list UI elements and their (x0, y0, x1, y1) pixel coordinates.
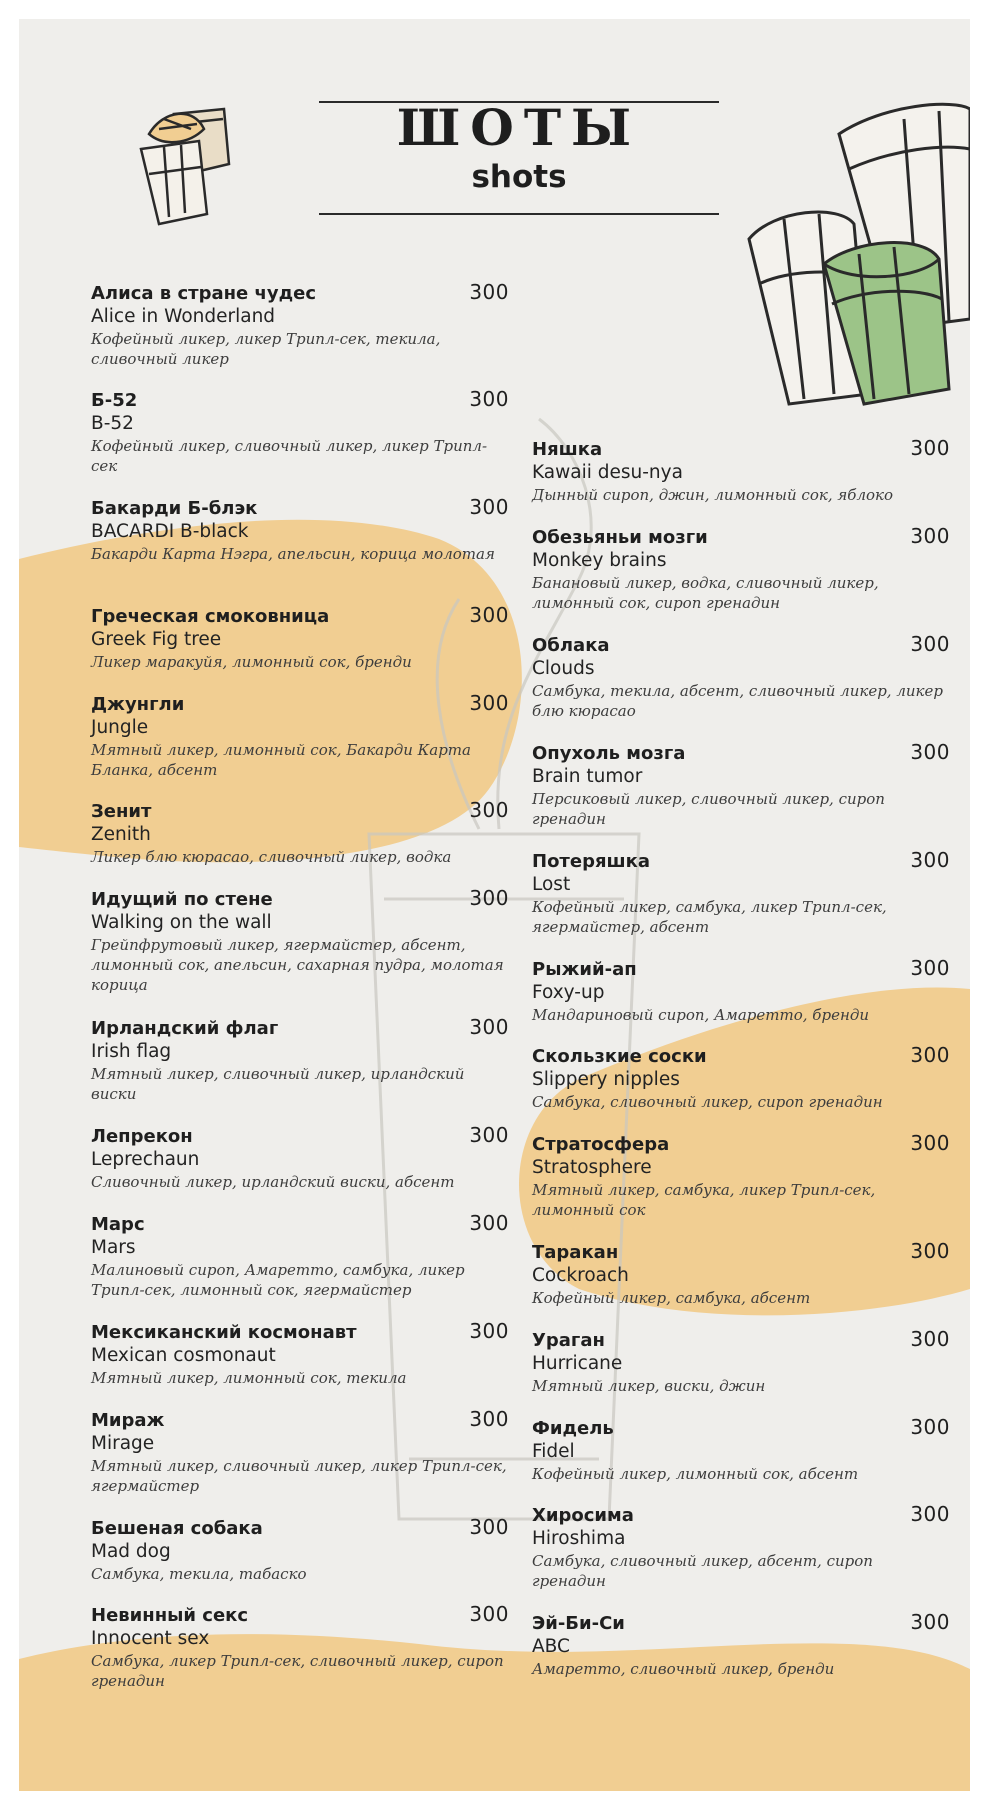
item-name-en: BACARDI B-black (91, 521, 249, 542)
item-description: Мятный ликер, лимонный сок, Бакарди Карта Бланка, абсент (91, 741, 471, 779)
item-name-en: Monkey brains (532, 550, 667, 571)
menu-item (91, 388, 509, 476)
item-description: Мандариновый сироп, Амаретто, бренди (532, 1006, 869, 1024)
item-description: Кофейный ликер, ликер Трипл-сек, текила, сливочный ликер (91, 330, 441, 368)
item-price: 300 (910, 632, 950, 656)
item-price: 300 (469, 886, 509, 910)
item-description: Ликер блю кюрасао, сливочный ликер, водка (91, 848, 452, 866)
item-name-ru: Стратосфера (532, 1134, 670, 1155)
menu-item (91, 1408, 509, 1496)
item-description: Сливочный ликер, ирландский виски, абсент (91, 1173, 455, 1191)
item-name-ru: Зенит (91, 801, 152, 822)
item-name-ru: Обезьяньи мозги (532, 527, 708, 548)
item-description: Ликер маракуйя, лимонный сок, бренди (91, 653, 412, 671)
item-price: 300 (469, 798, 509, 822)
menu-item (532, 1328, 950, 1396)
item-name-ru: Рыжий-ап (532, 959, 637, 980)
item-description: Кофейный ликер, самбука, ликер Трипл-сек, ягермайстер, абсент (532, 898, 887, 936)
item-name-ru: Джунгли (91, 694, 185, 715)
item-description: Самбука, текила, абсент, сливочный ликер, ликер блю кюрасао (532, 682, 943, 720)
item-name-en: B-52 (91, 413, 134, 434)
item-description: Мятный ликер, лимонный сок, текила (91, 1369, 407, 1387)
item-description: Самбука, сливочный ликер, сироп гренадин (532, 1093, 883, 1111)
item-price: 300 (910, 956, 950, 980)
item-description: Мятный ликер, виски, джин (532, 1377, 766, 1395)
item-price: 300 (469, 1211, 509, 1235)
item-description: Мятный ликер, самбука, ликер Трипл-сек, лимонный сок (532, 1181, 876, 1219)
item-name-en: Alice in Wonderland (91, 306, 276, 327)
shot-glasses-illustration-left (119, 89, 249, 239)
item-name-en: Stratosphere (532, 1157, 652, 1178)
menu-item (91, 1016, 509, 1104)
item-price: 300 (469, 1407, 509, 1431)
item-name-en: Walking on the wall (91, 912, 272, 933)
item-name-en: Greek Fig tree (91, 629, 222, 650)
item-description: Самбука, сливочный ликер, абсент, сироп гренадин (532, 1552, 873, 1590)
item-name-en: Brain tumor (532, 766, 643, 787)
menu-item (91, 1124, 509, 1192)
menu-item (532, 849, 950, 937)
item-name-ru: Няшка (532, 439, 603, 460)
item-price: 300 (469, 1602, 509, 1626)
item-price: 300 (469, 280, 509, 304)
shot-glasses-illustration-right (744, 89, 970, 409)
menu-item (91, 692, 509, 780)
item-price: 300 (910, 1502, 950, 1526)
item-price: 300 (910, 1239, 950, 1263)
item-description: Амаретто, сливочный ликер, бренди (532, 1660, 835, 1678)
item-price: 300 (910, 1043, 950, 1067)
menu-item (532, 1503, 950, 1591)
item-price: 300 (910, 1327, 950, 1351)
header-rule-bottom (319, 213, 719, 215)
item-description: Дынный сироп, джин, лимонный сок, яблоко (532, 486, 894, 504)
item-name-en: Hiroshima (532, 1528, 626, 1549)
item-name-en: Jungle (91, 717, 149, 738)
item-description: Грейпфрутовый ликер, ягермайстер, абсент, лимонный сок, апельсин, сахарная пудра, молотая корица (91, 936, 504, 994)
item-name-ru: Мираж (91, 1410, 165, 1431)
item-description: Кофейный ликер, лимонный сок, абсент (532, 1465, 859, 1483)
item-name-ru: Мексиканский космонавт (91, 1322, 357, 1343)
item-name-en: Hurricane (532, 1353, 623, 1374)
menu-item (532, 1240, 950, 1308)
page-title: ШОТЫ (396, 98, 642, 157)
item-name-en: Fidel (532, 1441, 575, 1462)
item-name-en: Kawaii desu-nya (532, 462, 683, 483)
item-name-en: Slippery nipples (532, 1069, 680, 1090)
item-name-ru: Б-52 (91, 390, 138, 411)
menu-page (19, 19, 970, 1791)
menu-item (91, 1212, 509, 1300)
menu-item (91, 887, 509, 995)
item-name-en: Lost (532, 874, 571, 895)
item-description: Малиновый сироп, Амаретто, самбука, ликер Трипл-сек, лимонный сок, ягермайстер (91, 1261, 465, 1299)
item-price: 300 (910, 1610, 950, 1634)
item-name-en: Zenith (91, 824, 151, 845)
item-name-ru: Ирландский флаг (91, 1018, 279, 1039)
item-price: 300 (469, 1319, 509, 1343)
item-name-ru: Таракан (532, 1242, 619, 1263)
menu-item (91, 1320, 509, 1388)
item-name-ru: Хиросима (532, 1505, 634, 1526)
item-name-ru: Бакарди Б-блэк (91, 498, 258, 519)
item-name-ru: Бешеная собака (91, 1518, 263, 1539)
menu-item (91, 1603, 509, 1691)
menu-item (91, 799, 509, 867)
item-price: 300 (469, 1015, 509, 1039)
item-price: 300 (910, 848, 950, 872)
menu-item (91, 496, 509, 564)
menu-item (532, 437, 950, 505)
item-name-ru: Скользкие соски (532, 1046, 707, 1067)
item-name-ru: Ураган (532, 1330, 605, 1351)
item-name-ru: Опухоль мозга (532, 743, 686, 764)
item-description: Самбука, ликер Трипл-сек, сливочный ликер, сироп гренадин (91, 1652, 504, 1690)
item-description: Мятный ликер, сливочный ликер, ирландский виски (91, 1065, 465, 1103)
item-name-en: Foxy-up (532, 982, 605, 1003)
item-description: Самбука, текила, табаско (91, 1565, 307, 1583)
item-description: Банановый ликер, водка, сливочный ликер, лимонный сок, сироп гренадин (532, 574, 879, 612)
item-name-ru: Лепрекон (91, 1126, 193, 1147)
menu-item (532, 741, 950, 829)
item-name-ru: Алиса в стране чудес (91, 283, 317, 304)
menu-item (532, 1611, 950, 1679)
item-name-en: Innocent sex (91, 1628, 210, 1649)
item-name-ru: Невинный секс (91, 1605, 249, 1626)
item-price: 300 (469, 495, 509, 519)
item-description: Кофейный ликер, самбука, абсент (532, 1289, 811, 1307)
menu-item (91, 1516, 509, 1584)
item-price: 300 (910, 1131, 950, 1155)
item-name-en: Mad dog (91, 1541, 171, 1562)
item-name-en: Mexican cosmonaut (91, 1345, 276, 1366)
item-name-en: Mirage (91, 1433, 155, 1454)
item-name-ru: Фидель (532, 1418, 614, 1439)
item-name-en: Cockroach (532, 1265, 629, 1286)
item-name-en: Mars (91, 1237, 136, 1258)
item-price: 300 (469, 1515, 509, 1539)
item-price: 300 (469, 387, 509, 411)
item-description: Кофейный ликер, сливочный ликер, ликер Трипл-сек (91, 437, 488, 475)
menu-item (532, 1044, 950, 1112)
menu-item (532, 957, 950, 1025)
item-name-en: Leprechaun (91, 1149, 200, 1170)
menu-item (532, 633, 950, 721)
item-name-ru: Идущий по стене (91, 889, 273, 910)
menu-item (532, 1416, 950, 1484)
page-subtitle: shots (471, 159, 567, 195)
item-name-en: Clouds (532, 658, 595, 679)
item-price: 300 (910, 524, 950, 548)
item-description: Мятный ликер, сливочный ликер, ликер Трипл-сек, ягермайстер (91, 1457, 507, 1495)
item-price: 300 (469, 691, 509, 715)
item-price: 300 (910, 1415, 950, 1439)
item-price: 300 (910, 740, 950, 764)
menu-item (91, 604, 509, 672)
item-name-ru: Эй-Би-Си (532, 1613, 625, 1634)
item-name-ru: Потеряшка (532, 851, 650, 872)
item-name-ru: Облака (532, 635, 610, 656)
menu-item (532, 525, 950, 613)
item-price: 300 (910, 436, 950, 460)
item-price: 300 (469, 1123, 509, 1147)
item-description: Персиковый ликер, сливочный ликер, сироп гренадин (532, 790, 885, 828)
item-price: 300 (469, 603, 509, 627)
item-name-ru: Греческая смоковница (91, 606, 330, 627)
menu-item (532, 1132, 950, 1220)
item-name-en: Irish flag (91, 1041, 172, 1062)
item-name-en: ABC (532, 1636, 570, 1657)
item-description: Бакарди Карта Нэгра, апельсин, корица молотая (91, 545, 495, 563)
menu-item (91, 281, 509, 369)
item-name-ru: Марс (91, 1214, 145, 1235)
